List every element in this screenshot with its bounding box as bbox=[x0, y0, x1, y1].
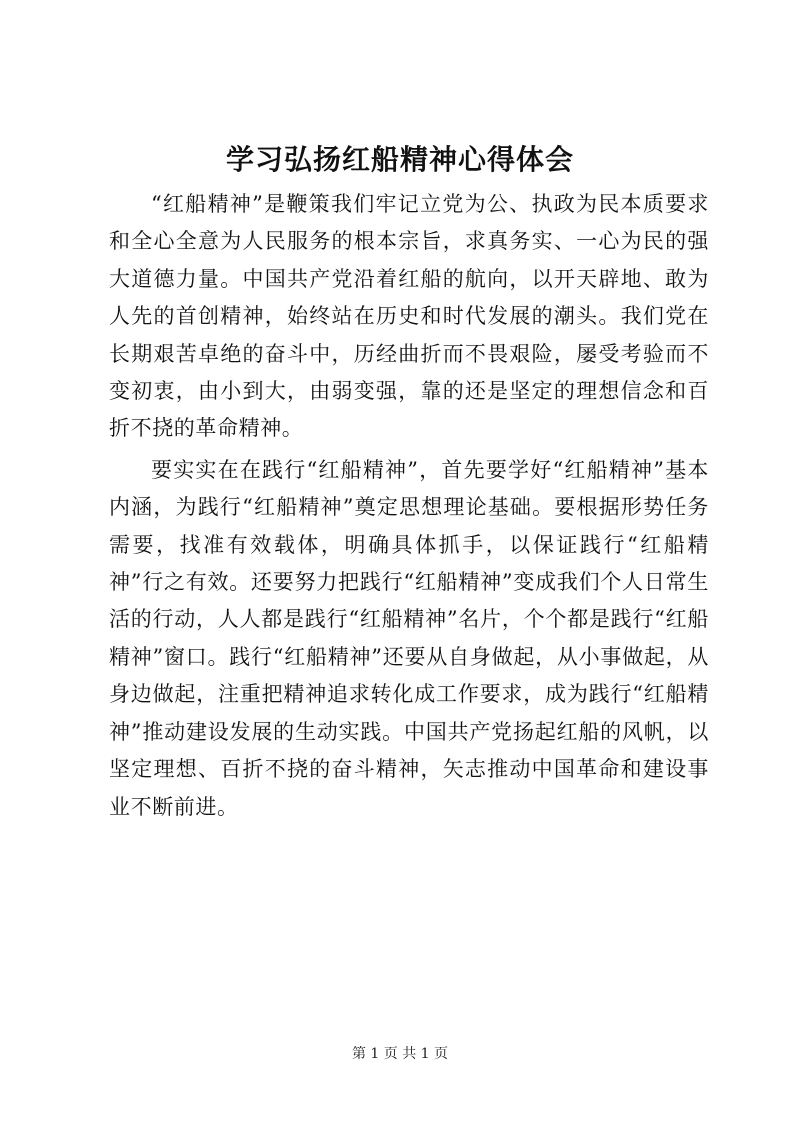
paragraph-1: “红船精神”是鞭策我们牢记立党为公、执政为民本质要求和全心全意为人民服务的根本宗旨，求真务实、一心为民的强大道德力量。中国共产党沿着红船的航向，以开天辟地、敢为人先的首创精神，始终站在历史和时代发展的潮头。我们党在长期艰苦卓绝的奋斗中，历经曲折而不畏艰险，屡受考验而不变初衷，由小到大，由弱变强，靠的还是坚定的理想信念和百折不挠的革命精神。 bbox=[109, 192, 709, 441]
paragraph-2: 要实实在在践行“红船精神”，首先要学好“红船精神”基本内涵，为践行“红船精神”奠定思想理论基础。要根据形势任务需要，找准有效载体，明确具体抓手，以保证践行“红船精神”行之有效。还要努力把践行“红船精神”变成我们个人日常生活的行动，人人都是践行“红船精神”名片，个个都是践行“红船精神”窗口。践行“红船精神”还要从自身做起，从小事做起，从身边做起，注重把精神追求转化成工作要求，成为践行“红船精神”推动建设发展的生动实践。中国共产党扬起红船的风帆，以坚定理想、百折不挠的奋斗精神，矢志推动中国革命和建设事业不断前进。 bbox=[109, 457, 709, 819]
page-footer: 第 1 页 共 1 页 bbox=[351, 1046, 449, 1062]
document-body bbox=[109, 186, 709, 830]
document-title: 学习弘扬红船精神心得体会 bbox=[225, 143, 574, 176]
